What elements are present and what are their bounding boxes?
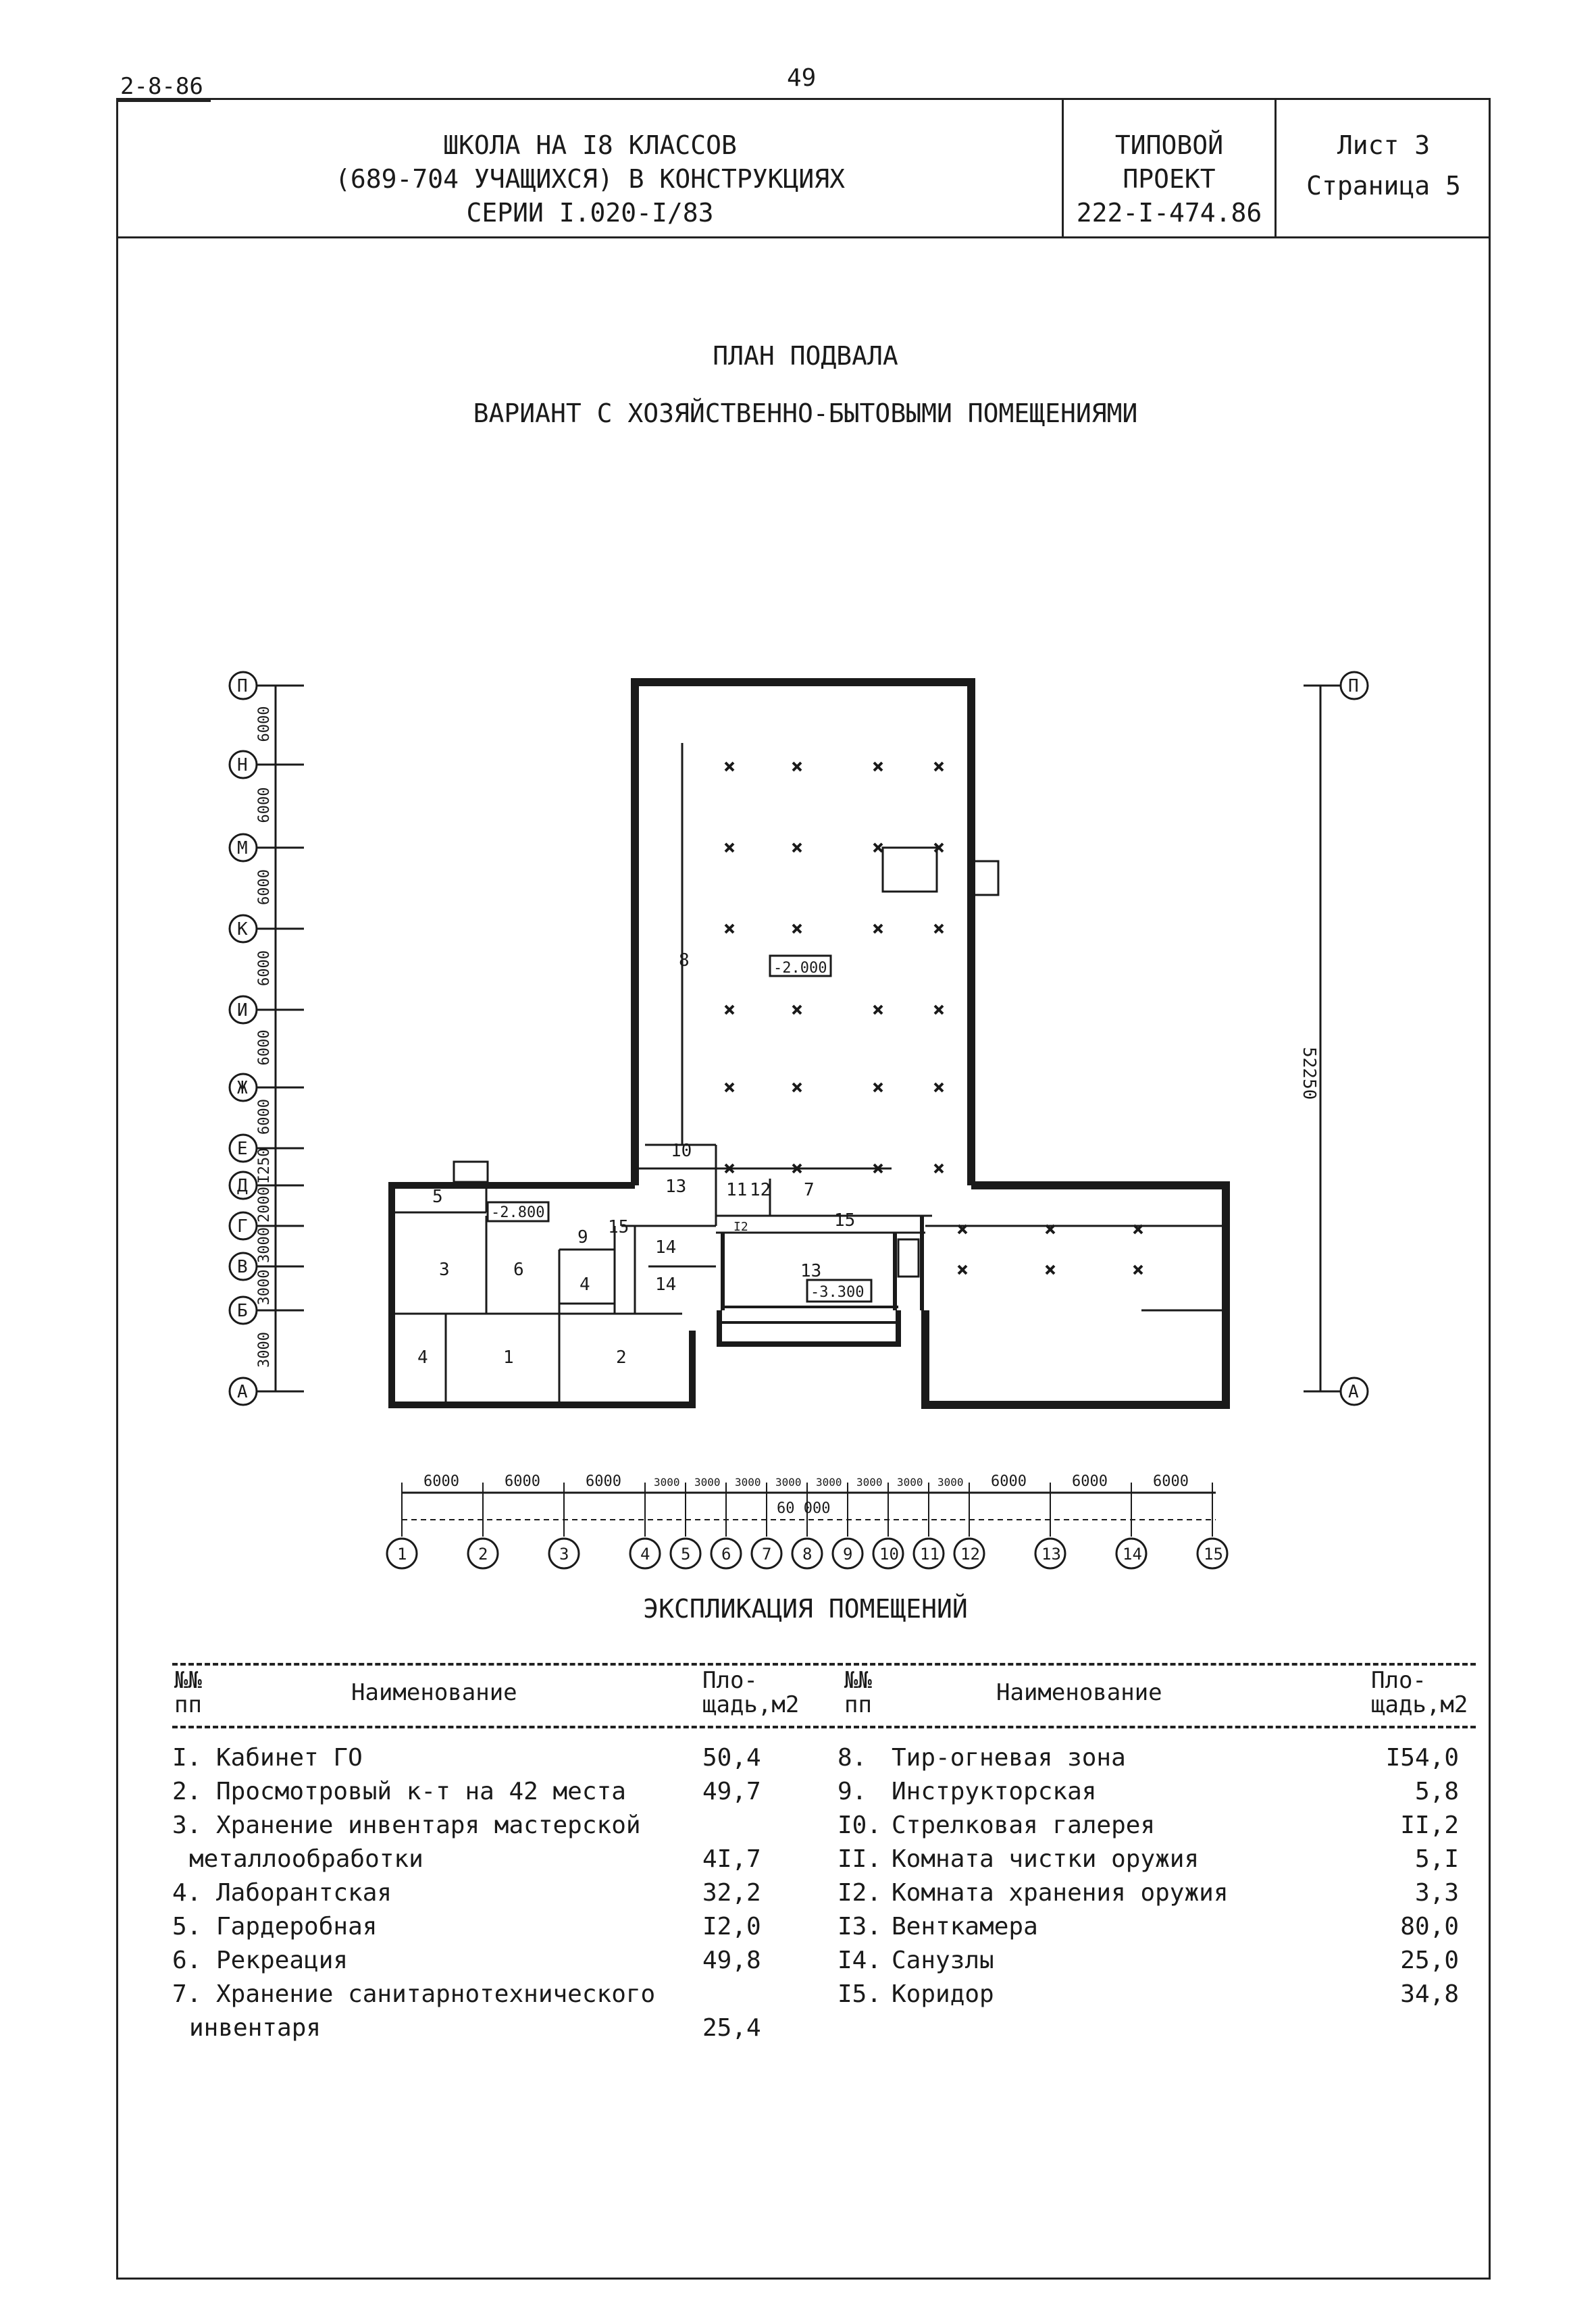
overall-dimension: 52250 [1299, 1047, 1319, 1100]
column-total-dimension: 60 000 [777, 1500, 831, 1517]
room-name: Просмотровый к-т на 42 места [216, 1778, 626, 1805]
room-number: I2 [733, 1220, 748, 1234]
table-header-rule [172, 1726, 1476, 1728]
row-dimension: 6000 [256, 706, 273, 742]
col-area-line: щадь,м2 [702, 1691, 800, 1718]
col-dimension: 3000 [735, 1476, 761, 1489]
room-area: 5,8 [1414, 1778, 1459, 1805]
row-axis-label: Е [237, 1139, 248, 1159]
row-dimension: 6000 [256, 1099, 273, 1135]
col-axis-label: 1 [397, 1545, 407, 1564]
col-dimension: 3000 [897, 1476, 923, 1489]
room-name: Венткамера [892, 1913, 1038, 1940]
room-name: Тир-огневая зона [892, 1744, 1126, 1772]
row-axis-label: Д [237, 1176, 248, 1196]
row-axis-label: В [237, 1257, 248, 1277]
col-dimension: 3000 [775, 1476, 802, 1489]
row-number: 3. [172, 1811, 202, 1839]
col-dimension: 6000 [991, 1473, 1027, 1490]
row-number: 2. [172, 1778, 202, 1805]
room-number: 2 [616, 1347, 627, 1368]
room-area: 25,0 [1400, 1947, 1459, 1974]
room-number: 4 [580, 1275, 590, 1295]
plan-title: ПЛАН ПОДВАЛА [713, 341, 898, 371]
col-axis-label: 10 [879, 1545, 899, 1564]
room-area: 49,8 [702, 1947, 761, 1974]
col-dimension: 3000 [694, 1476, 721, 1489]
room-area: 80,0 [1400, 1913, 1459, 1940]
room-number: 15 [834, 1210, 856, 1231]
col-axis-label: 2 [478, 1545, 488, 1564]
room-number: 9 [577, 1227, 588, 1248]
room-name: Стрелковая галерея [892, 1811, 1156, 1839]
room-number: 6 [513, 1260, 524, 1280]
page-number: 49 [787, 64, 817, 92]
room-name: Хранение санитарнотехнического [216, 1980, 656, 2008]
room-name: Кабинет ГО [216, 1744, 363, 1772]
col-axis-label: 8 [802, 1545, 813, 1564]
room-number: 5 [432, 1187, 443, 1207]
col-num-line: пп [844, 1691, 872, 1718]
room-number: 1 [503, 1347, 514, 1368]
room-number: 4 [417, 1347, 428, 1368]
col-num-line: №№ [844, 1667, 872, 1694]
room-name-continued: инвентаря [189, 2014, 321, 2042]
col-num-line: №№ [174, 1667, 202, 1694]
row-number: I. [172, 1744, 202, 1772]
explication-title: ЭКСПЛИКАЦИЯ ПОМЕЩЕНИЙ [643, 1594, 968, 1624]
row-axis-label: Г [237, 1216, 248, 1237]
col-axis-label: 13 [1041, 1545, 1061, 1564]
room-number: 7 [804, 1180, 815, 1200]
room-number: 10 [671, 1141, 692, 1161]
row-number: I4. [838, 1947, 882, 1974]
col-dimension: 3000 [856, 1476, 883, 1489]
row-dimension: 6000 [256, 950, 273, 986]
col-dimension: 6000 [1072, 1473, 1108, 1490]
room-name: Гардеробная [216, 1913, 378, 1940]
row-number: I3. [838, 1913, 882, 1940]
row-number: 9. [838, 1778, 867, 1805]
row-axis-label: К [237, 919, 248, 940]
col-axis-label: 4 [640, 1545, 650, 1564]
col-axis-label: 11 [920, 1545, 939, 1564]
col-area-line: Пло- [1371, 1667, 1426, 1694]
row-number: 5. [172, 1913, 202, 1940]
col-axis-label: 6 [721, 1545, 731, 1564]
room-name: Инструкторская [892, 1778, 1097, 1805]
title-line: ШКОЛА НА I8 КЛАССОВ [443, 130, 737, 160]
col-dimension: 3000 [816, 1476, 842, 1489]
room-name-continued: металлообработки [189, 1845, 423, 1873]
room-area: II,2 [1400, 1811, 1459, 1839]
row-dimension: 6000 [256, 787, 273, 823]
row-number: I2. [838, 1879, 882, 1907]
room-area: I2,0 [702, 1913, 761, 1940]
room-number: 14 [655, 1275, 677, 1295]
row-dimension: 2000 [256, 1187, 273, 1223]
row-dimension: 3000 [256, 1269, 273, 1306]
room-number: 3 [439, 1260, 450, 1280]
project-label: ТИПОВОЙ ПРОЕКТ [1114, 130, 1224, 194]
col-num-line: пп [174, 1691, 202, 1718]
room-area: 49,7 [702, 1778, 761, 1805]
room-number: 12 [750, 1180, 771, 1200]
room-area: 32,2 [702, 1879, 761, 1907]
sheet-number: Лист 3 [1337, 130, 1431, 160]
col-axis-label: 9 [843, 1545, 853, 1564]
row-dimension: 3000 [256, 1227, 273, 1263]
doc-code: 2-8-86 [120, 73, 203, 100]
col-axis-label: 15 [1204, 1545, 1223, 1564]
row-number: 6. [172, 1947, 202, 1974]
room-area: I54,0 [1385, 1744, 1459, 1772]
row-dimension: 6000 [256, 1029, 273, 1066]
level-mark-main: -2.000 [773, 960, 827, 977]
row-number: I5. [838, 1980, 882, 2008]
row-axis-label: И [237, 1000, 248, 1021]
room-area: 50,4 [702, 1744, 761, 1772]
col-area-head-right [1371, 1668, 1468, 1717]
title-line: (689-704 УЧАЩИХСЯ) В КОНСТРУКЦИЯХ [335, 164, 845, 194]
col-dimension: 6000 [586, 1473, 621, 1490]
col-num-head-right [844, 1668, 872, 1717]
room-name: Комната чистки оружия [892, 1845, 1200, 1873]
col-dimension: 3000 [654, 1476, 680, 1489]
col-dimension: 6000 [423, 1473, 459, 1490]
col-area-line: щадь,м2 [1371, 1691, 1468, 1718]
project-number: 222-I-474.86 [1076, 198, 1262, 228]
row-number: 4. [172, 1879, 202, 1907]
col-dimension: 6000 [505, 1473, 540, 1490]
col-name-head-right: Наименование [996, 1679, 1162, 1706]
row-dimension: I250 [256, 1148, 273, 1184]
row-dimension: 3000 [256, 1332, 273, 1368]
table-top-rule [172, 1663, 1476, 1666]
row-number: II. [838, 1845, 882, 1873]
col-axis-label: 3 [559, 1545, 569, 1564]
room-name: Хранение инвентаря мастерской [216, 1811, 641, 1839]
col-dimension: 6000 [1153, 1473, 1189, 1490]
col-axis-label: 12 [960, 1545, 980, 1564]
room-area: 25,4 [702, 2014, 761, 2042]
room-number: 11 [726, 1180, 748, 1200]
col-dimension: 3000 [937, 1476, 964, 1489]
row-number: 8. [838, 1744, 867, 1772]
col-area-head-left [702, 1668, 799, 1717]
room-name: Комната хранения оружия [892, 1879, 1229, 1907]
room-number: 15 [608, 1217, 629, 1237]
row-axis-label: П [237, 676, 248, 696]
room-name: Санузлы [892, 1947, 994, 1974]
right-axis-label: А [1348, 1382, 1359, 1402]
room-number: 14 [655, 1237, 677, 1258]
row-axis-label: Ж [237, 1078, 248, 1098]
plan-subtitle: ВАРИАНТ С ХОЗЯЙСТВЕННО-БЫТОВЫМИ ПОМЕЩЕНИЯМИ [473, 398, 1138, 428]
room-area: 4I,7 [702, 1845, 761, 1873]
row-number: 7. [172, 1980, 202, 2008]
room-name: Лаборантская [216, 1879, 392, 1907]
room-number: 13 [800, 1261, 822, 1281]
room-number: 8 [679, 950, 690, 971]
room-number: 13 [665, 1177, 687, 1197]
row-axis-label: М [237, 838, 248, 858]
level-mark-left: -2.800 [491, 1204, 545, 1221]
room-area: 3,3 [1414, 1879, 1459, 1907]
room-area: 34,8 [1400, 1980, 1459, 2008]
level-mark-vent: -3.300 [810, 1284, 865, 1301]
col-axis-label: 5 [681, 1545, 691, 1564]
room-area: 5,I [1414, 1845, 1459, 1873]
title-line: СЕРИИ I.020-I/83 [466, 198, 714, 228]
room-name: Рекреация [216, 1947, 349, 1974]
col-axis-label: 14 [1123, 1545, 1142, 1564]
col-axis-label: 7 [762, 1545, 772, 1564]
page-label: Страница 5 [1306, 171, 1461, 201]
col-area-line: Пло- [702, 1667, 758, 1694]
row-axis-label: Б [237, 1301, 248, 1321]
room-name: Коридор [892, 1980, 994, 2008]
right-axis-label: П [1348, 676, 1359, 696]
col-name-head-left: Наименование [351, 1679, 517, 1706]
col-num-head-left [174, 1668, 202, 1717]
row-dimension: 6000 [256, 869, 273, 905]
row-axis-label: А [237, 1382, 248, 1402]
row-number: I0. [838, 1811, 882, 1839]
row-axis-label: Н [237, 755, 248, 775]
